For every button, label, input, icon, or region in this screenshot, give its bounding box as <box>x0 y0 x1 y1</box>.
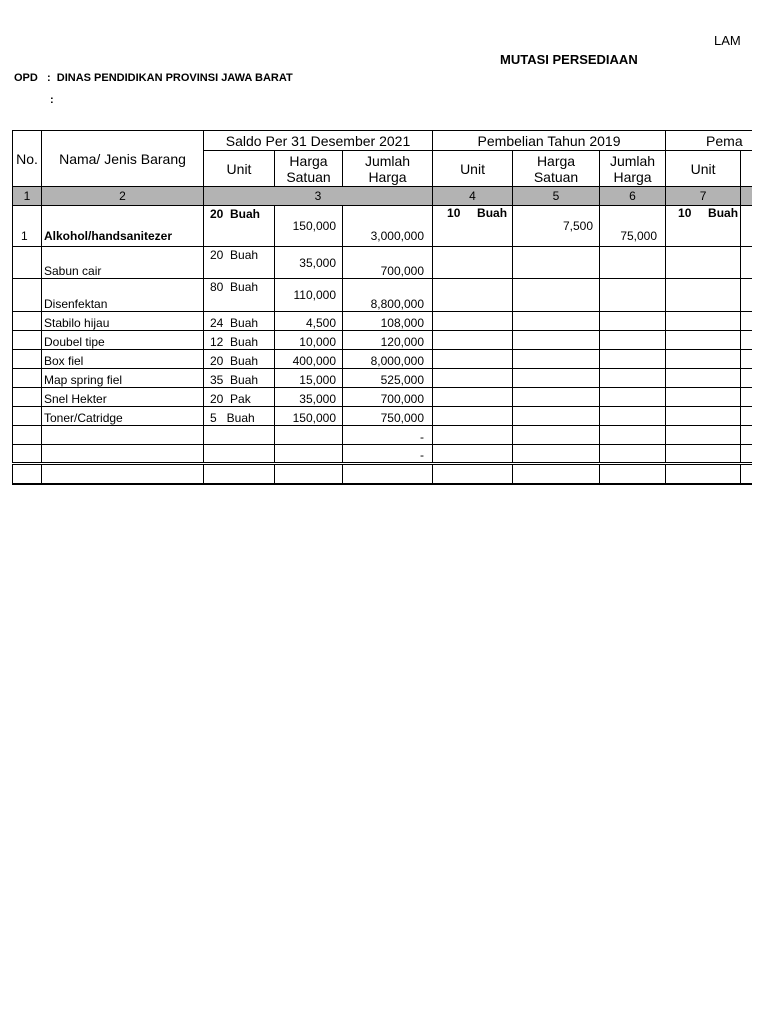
table-cell-no <box>13 331 42 350</box>
table-cell-unit: 35 Buah <box>204 369 275 388</box>
table-cell-unit: 5 Buah <box>204 407 275 426</box>
table-cell-harga: 15,000 <box>275 369 343 388</box>
header-pembelian: Pembelian Tahun 2019 <box>433 131 666 151</box>
table-cell-jumlah: - <box>343 445 433 464</box>
table-row <box>13 407 753 426</box>
table-cell-nama: Snel Hekter <box>42 388 204 407</box>
table-cell-unit: 12 Buah <box>204 331 275 350</box>
table-cell-harga: 35,000 <box>275 247 343 279</box>
table-cell-no <box>13 350 42 369</box>
table-cell-pembelian-jumlah <box>600 279 666 312</box>
table-row <box>13 247 753 279</box>
column-index: 6 <box>600 187 666 206</box>
header-jumlah-harga: Jumlah Harga <box>343 151 433 187</box>
header-jumlah-harga-pembelian: Jumlah Harga <box>600 151 666 187</box>
column-index: 4 <box>433 187 513 206</box>
table-cell-pembelian-jumlah <box>600 247 666 279</box>
table-cell-extra <box>741 312 752 331</box>
header-unit: Unit <box>204 151 275 187</box>
header-nama-barang: Nama/ Jenis Barang <box>42 131 204 187</box>
table-cell-pembelian-harga <box>513 312 600 331</box>
column-index <box>741 187 752 206</box>
table-cell-extra <box>741 445 752 464</box>
table-row <box>13 312 753 331</box>
table-cell-pembelian-harga <box>513 350 600 369</box>
table-cell-pembelian-harga <box>513 331 600 350</box>
table-cell-jumlah: 8,000,000 <box>343 350 433 369</box>
table-cell-extra <box>741 407 752 426</box>
table-cell-jumlah: 700,000 <box>343 247 433 279</box>
table-cell-pembelian-jumlah <box>600 426 666 445</box>
table-cell-pembelian-unit <box>433 369 513 388</box>
table-cell-no <box>13 407 42 426</box>
table-cell-pembelian-jumlah <box>600 369 666 388</box>
table-cell-pembelian-jumlah <box>600 312 666 331</box>
table-cell-pembelian-jumlah <box>600 388 666 407</box>
table-cell-unit: 80 Buah <box>204 279 275 312</box>
table-cell-unit: 20 Pak <box>204 388 275 407</box>
table-cell-extra <box>741 388 752 407</box>
table-cell-pemakaian-unit <box>666 388 741 407</box>
table-cell-pembelian-harga <box>513 445 600 464</box>
table-cell-jumlah: 700,000 <box>343 388 433 407</box>
table-cell-harga <box>275 426 343 445</box>
table-cell-nama: Map spring fiel <box>42 369 204 388</box>
opd-sub-label: : <box>50 94 54 106</box>
table-row <box>13 445 753 464</box>
header-unit-pembelian: Unit <box>433 151 513 187</box>
header-no: No. <box>13 131 42 187</box>
column-index: 3 <box>204 187 433 206</box>
table-cell-pemakaian-unit <box>666 350 741 369</box>
table-cell-harga: 10,000 <box>275 331 343 350</box>
table-cell-pembelian-harga <box>513 247 600 279</box>
table-cell-pembelian-harga <box>513 369 600 388</box>
page-title: MUTASI PERSEDIAAN <box>500 52 638 67</box>
table-cell-no <box>13 445 42 464</box>
table-cell-harga <box>275 445 343 464</box>
table-cell-harga: 35,000 <box>275 388 343 407</box>
table-cell-pembelian-jumlah <box>600 331 666 350</box>
table-row <box>13 331 753 350</box>
table-cell-pemakaian-unit: 10 Buah <box>666 206 741 247</box>
table-cell-pembelian-unit <box>433 388 513 407</box>
table-cell-pembelian-harga <box>513 426 600 445</box>
table-cell-extra <box>741 206 752 247</box>
table-cell-pembelian-jumlah <box>600 445 666 464</box>
table-cell-unit: 20 Buah <box>204 247 275 279</box>
table-cell-jumlah: 3,000,000 <box>343 206 433 247</box>
table-cell-total <box>741 464 752 484</box>
column-index: 7 <box>666 187 741 206</box>
table-cell-total <box>275 464 343 484</box>
table-cell-pembelian-unit <box>433 331 513 350</box>
table-cell-pembelian-harga <box>513 388 600 407</box>
table-cell-extra <box>741 247 752 279</box>
header-unit-pemakaian: Unit <box>666 151 741 187</box>
table-cell-no <box>13 388 42 407</box>
table-cell-pemakaian-unit <box>666 247 741 279</box>
table-cell-no <box>13 312 42 331</box>
table-cell-jumlah: 8,800,000 <box>343 279 433 312</box>
table-cell-harga: 110,000 <box>275 279 343 312</box>
table-cell-total <box>600 464 666 484</box>
table-row <box>13 350 753 369</box>
table-row <box>13 206 753 247</box>
table-cell-total <box>343 464 433 484</box>
table-cell-nama: Box fiel <box>42 350 204 369</box>
table-cell-pembelian-unit <box>433 247 513 279</box>
table-cell-nama: Disenfektan <box>42 279 204 312</box>
table-cell-nama: Alkohol/handsanitezer <box>42 206 204 247</box>
mutation-table <box>12 130 752 485</box>
table-row <box>13 388 753 407</box>
table-cell-pemakaian-unit <box>666 407 741 426</box>
table-cell-pembelian-jumlah <box>600 407 666 426</box>
column-index: 2 <box>42 187 204 206</box>
column-index: 1 <box>13 187 42 206</box>
table-cell-pemakaian-unit <box>666 426 741 445</box>
table-cell-unit: 24 Buah <box>204 312 275 331</box>
table-cell-no <box>13 369 42 388</box>
table-cell-pembelian-unit <box>433 407 513 426</box>
table-cell-pembelian-unit <box>433 426 513 445</box>
table-cell-pembelian-jumlah: 75,000 <box>600 206 666 247</box>
table-cell-pembelian-harga <box>513 407 600 426</box>
table-cell-extra <box>741 369 752 388</box>
table-cell-total <box>204 464 275 484</box>
table-cell-pemakaian-unit <box>666 279 741 312</box>
table-cell-pembelian-unit <box>433 445 513 464</box>
table-row <box>13 426 753 445</box>
table-cell-pemakaian-unit <box>666 331 741 350</box>
column-index: 5 <box>513 187 600 206</box>
table-cell-nama: Doubel tipe <box>42 331 204 350</box>
table-cell-unit <box>204 445 275 464</box>
table-row <box>13 369 753 388</box>
table-cell-harga: 400,000 <box>275 350 343 369</box>
table-cell-unit <box>204 426 275 445</box>
table-cell-harga: 150,000 <box>275 206 343 247</box>
header-harga-satuan-pembelian: Harga Satuan <box>513 151 600 187</box>
table-cell-extra <box>741 350 752 369</box>
table-cell-total <box>666 464 741 484</box>
table-cell-total <box>513 464 600 484</box>
table-cell-nama: Sabun cair <box>42 247 204 279</box>
table-cell-pembelian-unit: 10 Buah <box>433 206 513 247</box>
table-cell-pembelian-unit <box>433 312 513 331</box>
opd-label: OPD : DINAS PENDIDIKAN PROVINSI JAWA BARAT <box>14 72 293 84</box>
table-cell-no <box>13 279 42 312</box>
table-cell-extra <box>741 279 752 312</box>
table-cell-total <box>42 464 204 484</box>
table-cell-pembelian-unit <box>433 279 513 312</box>
table-cell-nama: Toner/Catridge <box>42 407 204 426</box>
table-cell-unit: 20 Buah <box>204 350 275 369</box>
table-cell-pembelian-unit <box>433 350 513 369</box>
table-cell-jumlah: 750,000 <box>343 407 433 426</box>
table-row <box>13 279 753 312</box>
mutation-table-viewport <box>12 130 752 492</box>
header-pemakaian: Pema <box>666 131 752 151</box>
table-cell-no <box>13 426 42 445</box>
table-row-total <box>13 464 753 484</box>
header-extra <box>741 151 752 187</box>
table-cell-jumlah: 120,000 <box>343 331 433 350</box>
table-cell-harga: 4,500 <box>275 312 343 331</box>
table-cell-pembelian-harga: 7,500 <box>513 206 600 247</box>
table-cell-unit: 20 Buah <box>204 206 275 247</box>
table-cell-no: 1 <box>13 206 42 247</box>
table-cell-total <box>433 464 513 484</box>
table-cell-nama <box>42 426 204 445</box>
table-cell-jumlah: - <box>343 426 433 445</box>
header-lampiran: LAM <box>714 33 741 48</box>
table-cell-nama: Stabilo hijau <box>42 312 204 331</box>
header-harga-satuan: Harga Satuan <box>275 151 343 187</box>
table-cell-no <box>13 247 42 279</box>
header-saldo: Saldo Per 31 Desember 2021 <box>204 131 433 151</box>
table-cell-harga: 150,000 <box>275 407 343 426</box>
table-cell-pemakaian-unit <box>666 369 741 388</box>
table-cell-jumlah: 108,000 <box>343 312 433 331</box>
table-cell-pembelian-jumlah <box>600 350 666 369</box>
table-cell-pemakaian-unit <box>666 312 741 331</box>
table-cell-nama <box>42 445 204 464</box>
table-cell-total <box>13 464 42 484</box>
table-cell-extra <box>741 426 752 445</box>
table-cell-pembelian-harga <box>513 279 600 312</box>
table-cell-pemakaian-unit <box>666 445 741 464</box>
table-cell-extra <box>741 331 752 350</box>
table-cell-jumlah: 525,000 <box>343 369 433 388</box>
